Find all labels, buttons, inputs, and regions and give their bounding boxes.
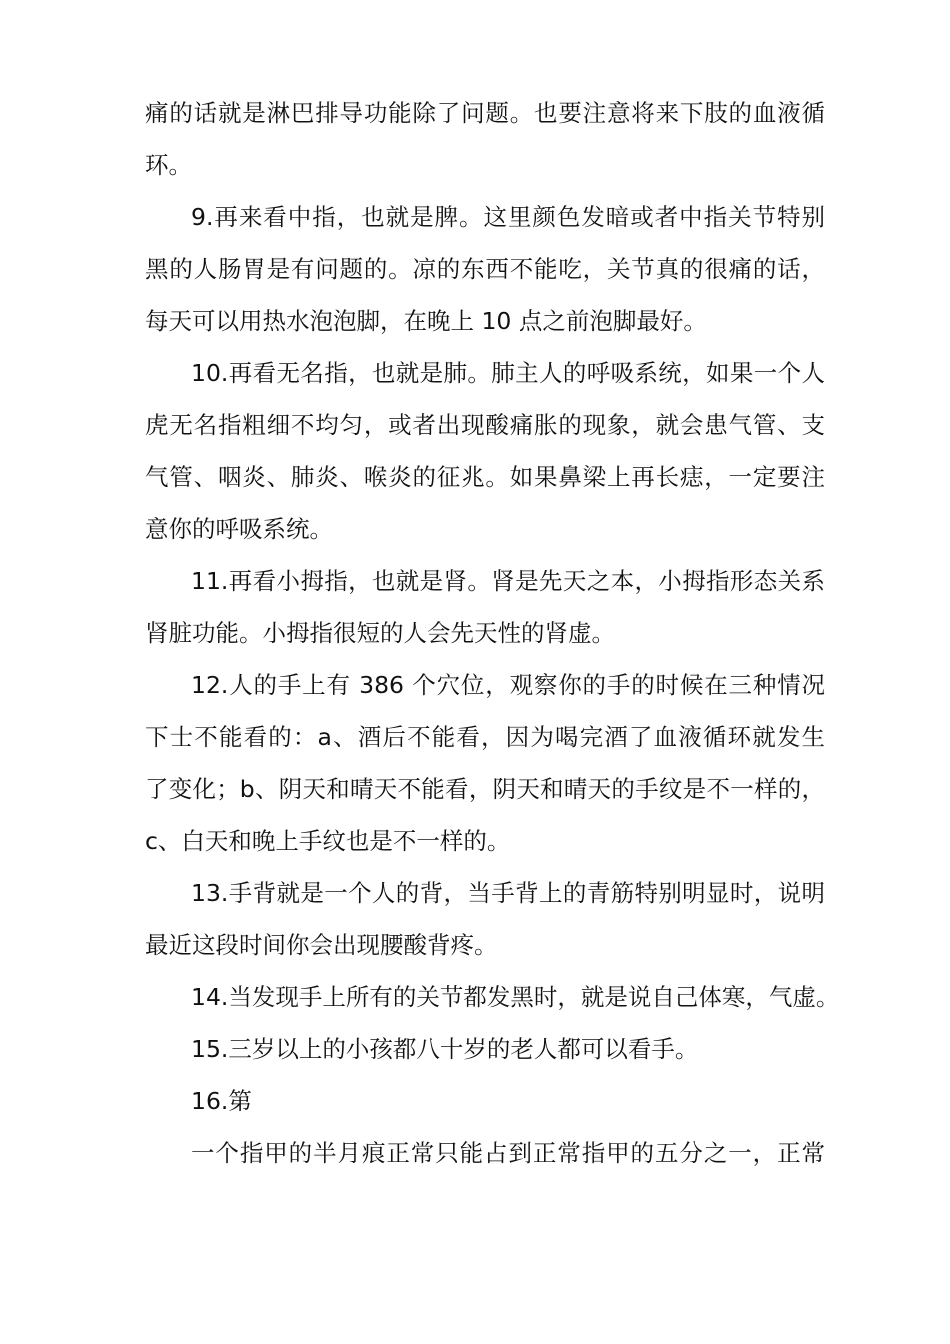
- text-line: 肾脏功能。小拇指很短的人会先天性的肾虚。: [145, 619, 615, 647]
- text-line: c、白天和晚上手纹也是不一样的。: [145, 827, 511, 855]
- text-line: 12.人的手上有 386 个穴位，观察你的手的时候在三种情况: [191, 671, 825, 699]
- text-line: 9.再来看中指，也就是脾。这里颜色发暗或者中指关节特别: [191, 203, 825, 231]
- text-line: 一个指甲的半月痕正常只能占到正常指甲的五分之一，正常: [191, 1139, 825, 1167]
- text-line: 了变化；b、阴天和晴天不能看，阴天和晴天的手纹是不一样的，: [145, 775, 825, 803]
- text-line: 13.手背就是一个人的背，当手背上的青筋特别明显时，说明: [191, 879, 825, 907]
- text-line: 15.三岁以上的小孩都八十岁的老人都可以看手。: [191, 1035, 699, 1063]
- document-body: [145, 87, 840, 1179]
- text-line: 下士不能看的：a、酒后不能看，因为喝完酒了血液循环就发生: [145, 723, 825, 751]
- text-line: 16.第: [191, 1087, 252, 1115]
- text-line: 11.再看小拇指，也就是肾。肾是先天之本，小拇指形态关系: [191, 567, 825, 595]
- text-line: 意你的呼吸系统。: [145, 515, 333, 543]
- text-line: 14.当发现手上所有的关节都发黑时，就是说自己体寒，气虚。: [191, 983, 840, 1011]
- text-line: 每天可以用热水泡泡脚，在晚上 10 点之前泡脚最好。: [145, 307, 707, 335]
- text-line: 气管、咽炎、肺炎、喉炎的征兆。如果鼻梁上再长痣，一定要注: [145, 463, 825, 491]
- text-line: 虎无名指粗细不均匀，或者出现酸痛胀的现象，就会患气管、支: [145, 411, 825, 439]
- text-line: 痛的话就是淋巴排导功能除了问题。也要注意将来下肢的血液循: [145, 99, 825, 127]
- text-line: 10.再看无名指，也就是肺。肺主人的呼吸系统，如果一个人: [191, 359, 825, 387]
- text-line: 环。: [145, 151, 192, 179]
- text-line: 最近这段时间你会出现腰酸背疼。: [145, 931, 498, 959]
- text-line: 黑的人肠胃是有问题的。凉的东西不能吃，关节真的很痛的话，: [145, 255, 825, 283]
